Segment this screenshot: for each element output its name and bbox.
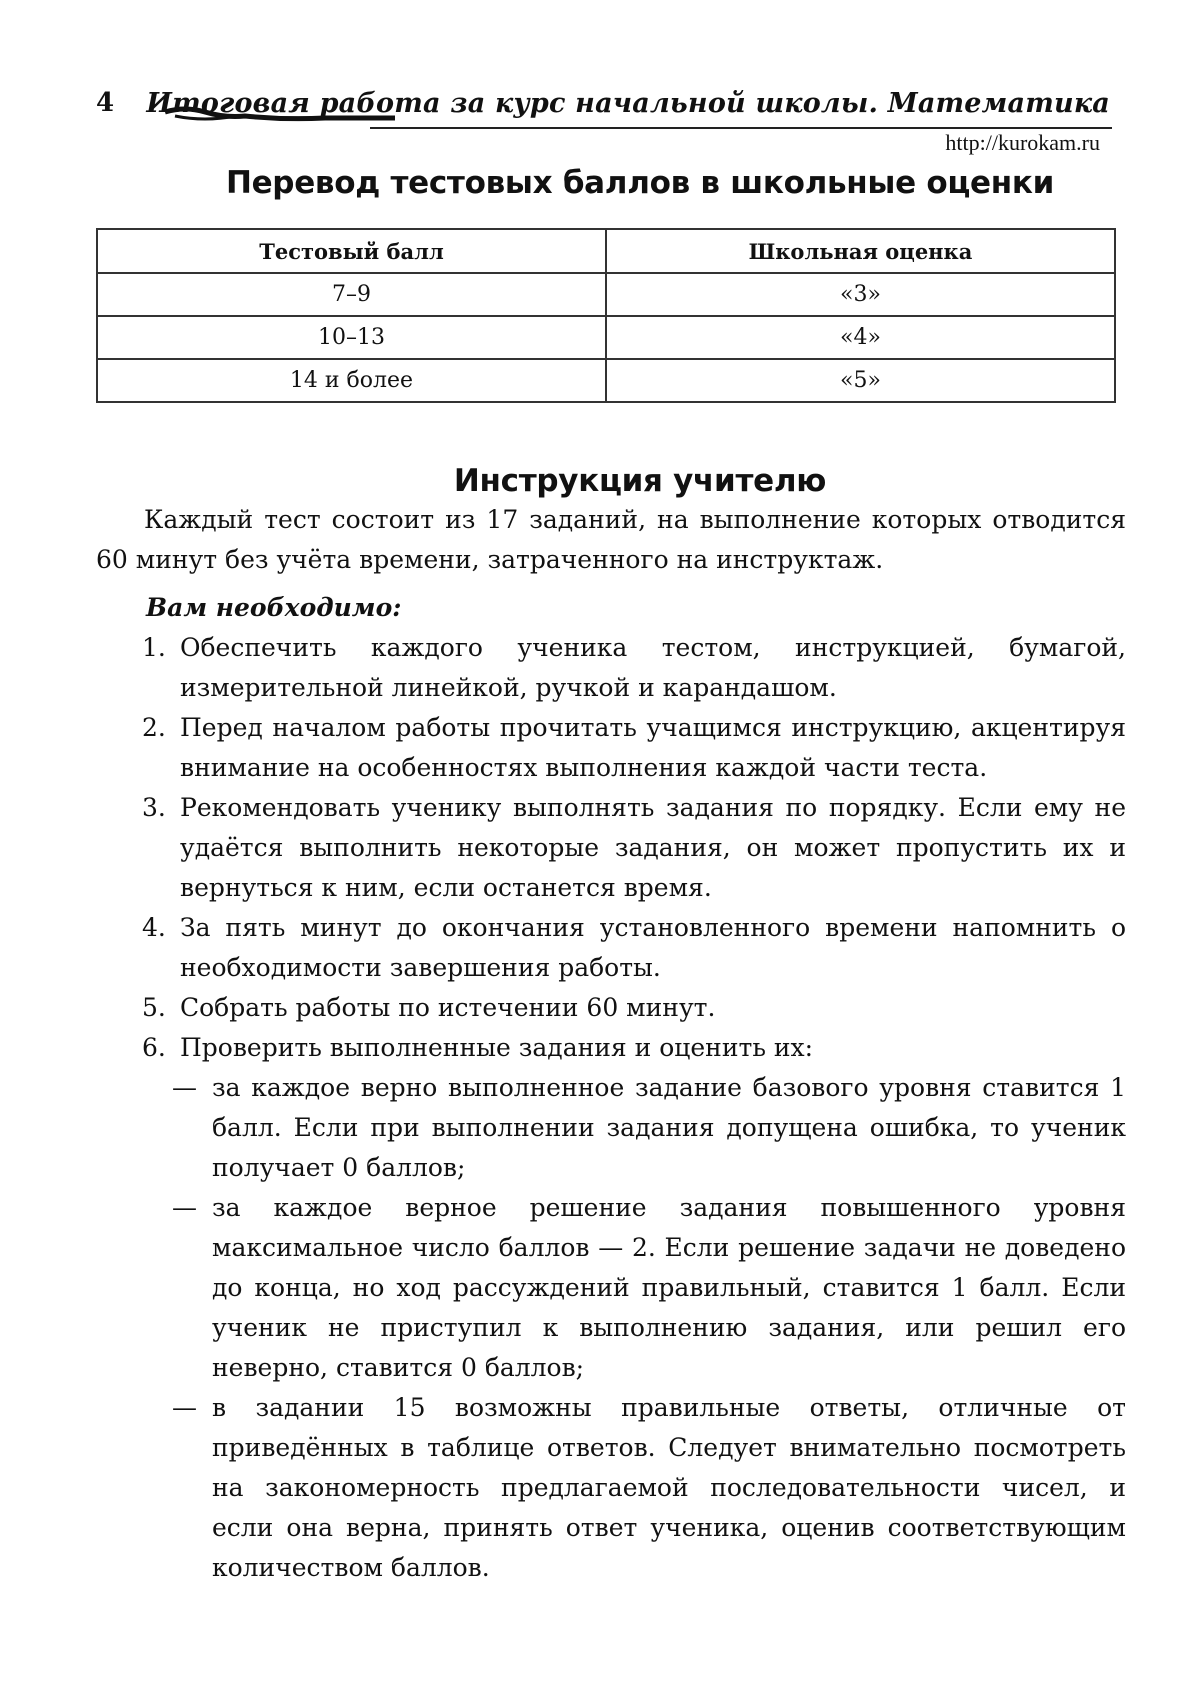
item-number: 6. — [142, 1028, 166, 1068]
item-text: Обеспечить каждого ученика тестом, инструкцией, бумагой, измерительной линейкой, ручкой и карандашом. — [180, 633, 1126, 702]
rule-text: за каждое верно выполненное задание базового уровня ставится 1 балл. Если при выполнении задания допущена ошибка, то ученик получает 0 баллов; — [212, 1073, 1126, 1182]
list-item — [96, 908, 1126, 988]
instructions-body — [96, 500, 1126, 1588]
dash-marker: — — [172, 1068, 197, 1108]
grading-rules-list — [180, 1068, 1126, 1588]
table-row — [97, 273, 1115, 316]
list-item — [96, 988, 1126, 1028]
site-url: http://kurokam.ru — [945, 130, 1100, 156]
score-range: 10–13 — [97, 316, 606, 359]
item-number: 3. — [142, 788, 166, 828]
grade: «4» — [606, 316, 1115, 359]
item-text: За пять минут до окончания установленного времени напомнить о необходимости завершения работы. — [180, 913, 1126, 982]
dash-marker: — — [172, 1188, 197, 1228]
score-conversion-table — [96, 228, 1116, 403]
item-number: 1. — [142, 628, 166, 668]
item-text: Собрать работы по истечении 60 минут. — [180, 993, 715, 1022]
grading-rule — [96, 1068, 1126, 1188]
grade: «3» — [606, 273, 1115, 316]
score-range: 7–9 — [97, 273, 606, 316]
instruction-list — [96, 628, 1126, 1588]
page-number: 4 — [96, 88, 114, 118]
grade: «5» — [606, 359, 1115, 402]
running-title: Итоговая работа за курс начальной школы. Математика — [146, 88, 1110, 119]
item-text: Рекомендовать ученику выполнять задания по порядку. Если ему не удаётся выполнить некоторые задания, он может пропустить их и вернуться к ним, если останется время. — [180, 793, 1126, 902]
item-text: Проверить выполненные задания и оценить их: — [180, 1033, 813, 1062]
document-page — [0, 0, 1200, 1698]
list-item — [96, 788, 1126, 908]
item-text: Перед началом работы прочитать учащимся инструкцию, акцентируя внимание на особенностях выполнения каждой части теста. — [180, 713, 1126, 782]
header-rule — [370, 127, 1112, 129]
header-school-grade: Школьная оценка — [606, 229, 1115, 273]
list-item — [96, 708, 1126, 788]
rule-text: в задании 15 возможны правильные ответы, отличные от приведённых в таблице ответов. Следует внимательно посмотреть на закономерность предлагаемой последовательности чисел, и если она верна, принять ответ ученика, оценив соответствующим количеством баллов. — [212, 1393, 1126, 1582]
item-number: 5. — [142, 988, 166, 1028]
header-test-score: Тестовый балл — [97, 229, 606, 273]
conversion-title: Перевод тестовых баллов в школьные оценки — [40, 165, 1200, 201]
intro-paragraph: Каждый тест состоит из 17 заданий, на выполнение которых отводится 60 минут без учёта времени, затраченного на инструктаж. — [96, 500, 1126, 580]
item-number: 2. — [142, 708, 166, 748]
list-item — [96, 1028, 1126, 1588]
table-row — [97, 359, 1115, 402]
dash-marker: — — [172, 1388, 197, 1428]
lead-in: Вам необходимо: — [146, 588, 1126, 628]
grading-rule — [96, 1188, 1126, 1388]
list-item — [96, 628, 1126, 708]
item-number: 4. — [142, 908, 166, 948]
table-header-row — [97, 229, 1115, 273]
grading-rule — [96, 1388, 1126, 1588]
score-range: 14 и более — [97, 359, 606, 402]
table-row — [97, 316, 1115, 359]
rule-text: за каждое верное решение задания повышенного уровня максимальное число баллов — 2. Если решение задачи не доведено до конца, но ход рассуждений правильный, ставится 1 балл. Если ученик не приступил к выполнению задания, или решил его неверно, ставится 0 баллов; — [212, 1193, 1126, 1382]
instructions-title: Инструкция учителю — [40, 463, 1200, 499]
